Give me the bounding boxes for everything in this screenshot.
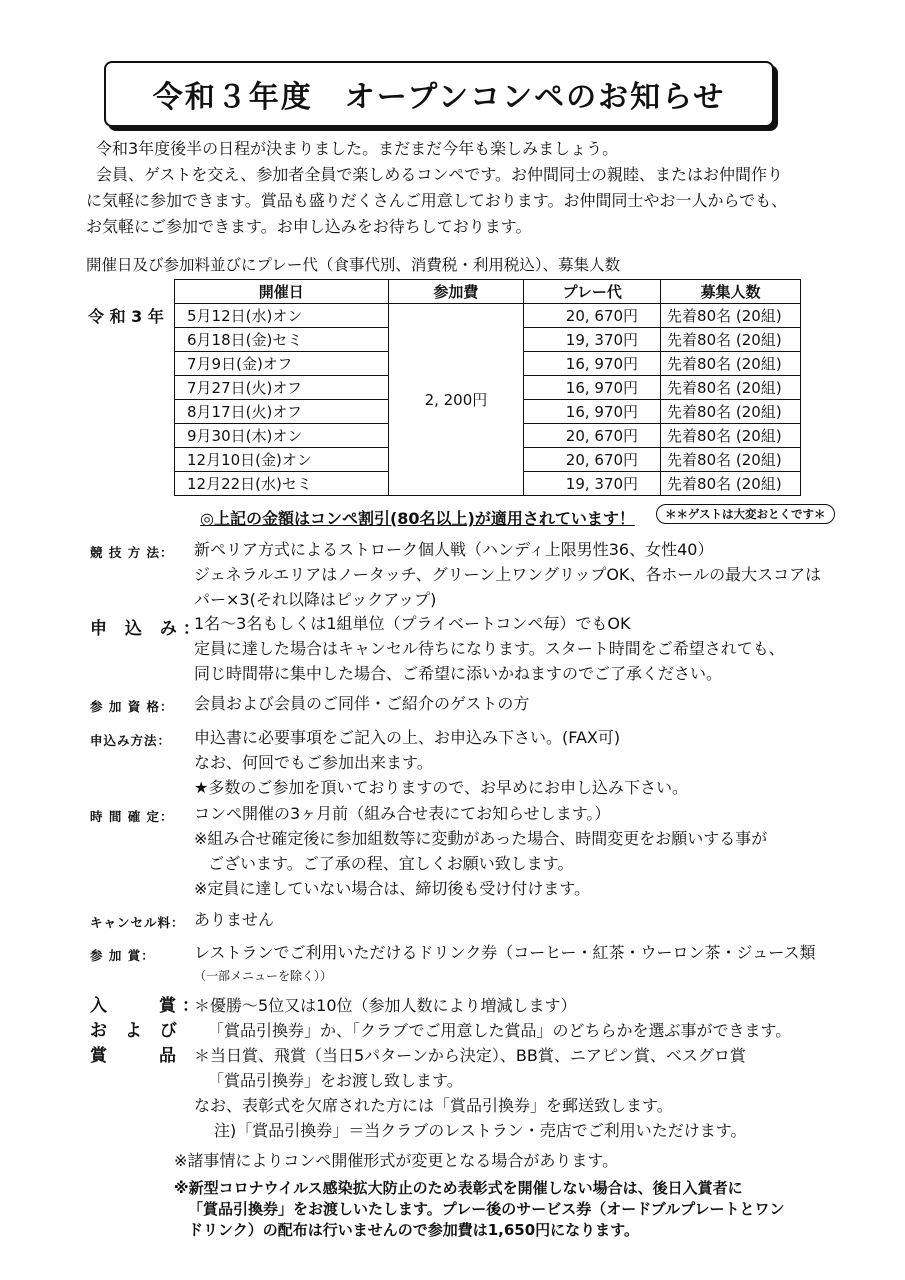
guest-bubble: ＊＊ゲストは大変おとくです＊ [656,504,835,524]
title-box [104,61,774,127]
intro-line-3: に気軽に参加できます。賞品も盛りだくさんご用意しております。お仲間同士やお一人からでも、 [86,191,788,210]
intro-line-1: 令和3年度後半の日程が決まりました。まだまだ今年も楽しみましょう。 [96,139,619,158]
label-method: 申込み方法： [90,733,172,748]
row-capacity: 先着80名 (20組) [661,472,801,496]
time-line: ※組み合せ確定後に参加組数等に変動があった場合、時間変更をお願いする事が [194,829,768,848]
method-line: ★多数のご参加を頂いておりますので、お早めにお申し込み下さい。 [194,778,689,797]
label-participation: 参 加 賞： [90,948,155,963]
label-prizes [90,994,205,1069]
time-line: コンペ開催の3ヶ月前（組み合せ表にてお知らせします。） [194,804,611,823]
label-rules: 競 技 方 法： [90,545,174,560]
notice-covid [174,1178,785,1241]
prizes-content [194,993,791,1143]
apply-line: 定員に達した場合はキャンセル待ちになります。スタート時間をご希望されても、 [194,639,785,658]
notice-covid-line: ※新型コロナウイルス感染拡大防止のため表彰式を開催しない場合は、後日入賞者に [174,1179,743,1197]
row-date: 5月12日(水)オン [175,304,389,328]
label-cancel: キャンセル料： [90,915,185,930]
row-capacity: 先着80名 (20組) [661,304,801,328]
method-line: 申込書に必要事項をご記入の上、お申込み下さい。(FAX可) [194,728,621,747]
apply-line: 1名～3名もしくは1組単位（プライベートコンペ毎）でもOK [194,614,631,633]
prize-label-line: お よ び [90,1021,183,1041]
participation-content: レストランでご利用いただけるドリンク券（コーヒー・紅茶・ウーロン茶・ジュース類 [194,943,816,962]
table-header-row [175,280,801,304]
rules-content [194,537,821,612]
time-line: ございます。ご了承の程、宜しくお願い致します。 [208,854,574,873]
intro-line-2: 会員、ゲストを交え、参加者全員で楽しめるコンペです。お仲間同士の親睦、またはお仲間作り [96,165,784,184]
row-play-fee: 20, 670円 [524,304,661,328]
row-capacity: 先着80名 (20組) [661,448,801,472]
rules-line: パー×3(それ以降はピックアップ) [194,590,437,609]
prize-line: 注)「賞品引換券」＝当クラブのレストラン・売店でご利用いただけます。 [214,1121,747,1140]
prize-line: 「賞品引換券」をお渡し致します。 [208,1071,463,1090]
label-time: 時 間 確 定： [90,809,174,824]
intro-line-4: お気軽にご参加できます。お申し込みをお待ちしております。 [86,217,532,236]
header-date: 開催日 [175,280,389,304]
row-capacity: 先着80名 (20組) [661,376,801,400]
page-title: 令和３年度 オープンコンペのお知らせ [152,80,726,115]
row-capacity: 先着80名 (20組) [661,400,801,424]
notice-format-change: ※諸事情によりコンペ開催形式が変更となる場合があります。 [174,1151,619,1170]
apply-line: 同じ時間帯に集中した場合、ご希望に添いかねますのでご了承ください。 [194,664,723,683]
row-date: 7月9日(金)オフ [175,352,389,376]
table-row [175,304,801,328]
discount-note: ◎上記の金額はコンペ割引(80名以上)が適用されています！ [200,509,635,528]
time-content [194,801,767,901]
row-capacity: 先着80名 (20組) [661,352,801,376]
row-play-fee: 16, 970円 [524,400,661,424]
header-capacity: 募集人数 [661,280,801,304]
row-play-fee: 16, 970円 [524,376,661,400]
row-play-fee: 20, 670円 [524,448,661,472]
notice-covid-line: ドリンク）の配布は行いませんので参加費は1,650円になります。 [188,1221,639,1239]
label-eligibility: 参 加 資 格： [90,699,174,714]
row-play-fee: 19, 370円 [524,328,661,352]
method-line: なお、何回でもご参加出来ます。 [194,753,433,772]
prize-line: なお、表彰式を欠席された方には「賞品引換券」を郵送致します。 [194,1096,673,1115]
method-content [194,725,688,800]
schedule-table [174,279,801,496]
participation-fee: 2, 200円 [388,304,524,496]
label-apply: 申 込 み： [90,619,206,639]
row-play-fee: 16, 970円 [524,352,661,376]
rules-line: ジェネラルエリアはノータッチ、グリーン上ワングリップOK、各ホールの最大スコアは [194,565,822,584]
prize-line: ＊優勝～5位又は10位（参加人数により増減します） [194,996,577,1015]
row-play-fee: 19, 370円 [524,472,661,496]
time-line: ※定員に達していない場合は、締切後も受け付けます。 [194,879,591,898]
participation-note: （一部メニューを除く）） [194,969,333,983]
row-date: 12月10日(金)オン [175,448,389,472]
eligibility-content: 会員および会員のご同伴・ご紹介のゲストの方 [194,694,530,713]
year-label: 令 和 3 年 [88,307,164,326]
row-date: 7月27日(火)オフ [175,376,389,400]
row-date: 6月18日(金)セミ [175,328,389,352]
row-capacity: 先着80名 (20組) [661,424,801,448]
apply-content [194,611,785,686]
row-date: 12月22日(水)セミ [175,472,389,496]
row-date: 8月17日(火)オフ [175,400,389,424]
header-play-fee: プレー代 [524,280,661,304]
prize-line: ＊当日賞、飛賞（当日5パターンから決定）、BB賞、ニアピン賞、ベスグロ賞 [194,1046,746,1065]
header-fee: 参加費 [388,280,524,304]
row-date: 9月30日(木)オン [175,424,389,448]
cancel-content: ありません [194,910,275,929]
row-play-fee: 20, 670円 [524,424,661,448]
rules-line: 新ペリア方式によるストローク個人戦（ハンディ上限男性36、女性40） [194,540,714,559]
row-capacity: 先着80名 (20組) [661,328,801,352]
prize-label-line: 賞 品 [90,1046,182,1066]
prize-line: 「賞品引換券」か、「クラブでご用意した賞品」のどちらかを選ぶ事ができます。 [208,1021,792,1040]
schedule-caption: 開催日及び参加料並びにプレー代（食事代別、消費税・利用税込）、募集人数 [86,256,621,274]
notice-covid-line: 「賞品引換券」をお渡しいたします。プレー後のサービス券（オードブルプレートとワン [188,1200,785,1218]
prize-label-line: 入 賞： [90,996,205,1016]
